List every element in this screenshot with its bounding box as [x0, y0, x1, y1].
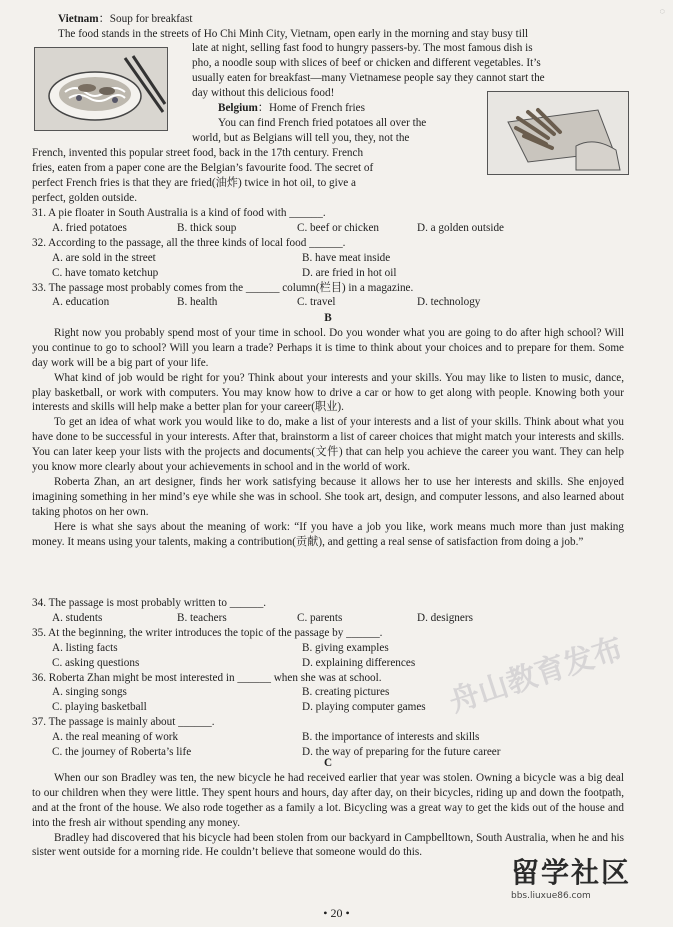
logo-url: bbs.liuxue86.com — [511, 891, 591, 901]
option-a: A. the real meaning of work — [52, 731, 179, 744]
question-31 — [32, 206, 632, 236]
vietnam-text-5: day without this delicious food! — [192, 86, 335, 99]
question-34 — [32, 596, 632, 626]
option-d: D. technology — [417, 296, 481, 309]
passage-c — [32, 756, 624, 860]
option-c: C. asking questions — [52, 656, 140, 669]
option-d: D. are fried in hot oil — [302, 266, 397, 279]
option-d: D. a golden outside — [417, 221, 504, 234]
option-a: A. listing facts — [52, 641, 118, 654]
option-c: C. travel — [297, 296, 336, 309]
vietnam-heading-line — [48, 12, 626, 27]
belgium-text-4: fries, eaten from a paper cone are the Belgian’s favourite food. The secret of — [32, 161, 374, 174]
question-stem: 34. The passage is most probably written to ______. — [32, 597, 267, 609]
belgium-full — [32, 146, 464, 206]
question-37 — [32, 715, 632, 760]
passage-c-paragraph: Bradley had discovered that his bicycle had been stolen from our backyard in Campbelltown, South Australia, when he and his sister went outside for a morning ride. He couldn’t believe that someone would do this. — [32, 831, 624, 859]
belgium-text-3: French, invented this popular street food, back in the 17th century. French — [32, 147, 364, 159]
option-d: D. playing computer games — [302, 701, 426, 714]
options-row — [52, 295, 632, 310]
belgium-text-2: world, but as Belgians will tell you, they, not the — [192, 131, 410, 144]
french-fries-cone-icon — [488, 92, 628, 174]
question-32 — [32, 236, 632, 281]
option-b: B. teachers — [177, 611, 227, 624]
options-grid — [52, 251, 632, 281]
option-b: B. thick soup — [177, 221, 237, 234]
belgium-heading-line — [192, 101, 482, 116]
question-33 — [32, 281, 632, 311]
vietnam-text-3: pho, a noodle soup with slices of beef or chicken and different vegetables. It’s — [192, 56, 541, 69]
belgium-text-5: perfect French fries is that they are fried(油炸) twice in hot oil, to give a — [32, 176, 357, 189]
option-b: B. the importance of interests and skills — [302, 731, 480, 744]
question-stem: 36. Roberta Zhan might be most interested in ______ when she was at school. — [32, 671, 382, 684]
passage-b-paragraph: Right now you probably spend most of your time in school. Do you wonder what you are going to do after high school? Will you continue to go to school? Will you learn a trade? Perhaps it is time to think about your choices and to prepare for them. Some day work will be a big part of your life. — [32, 326, 624, 369]
noodle-bowl-icon — [35, 48, 167, 130]
option-b: B. creating pictures — [302, 686, 390, 699]
option-c: C. parents — [297, 611, 343, 624]
passage-b-paragraph: Roberta Zhan, an art designer, finds her work satisfying because it allows her to use her interests and skills. She enjoyed imagining something in her mind’s eye while she was in school. She took art, design, and computer lessons, and also learned about taking photos on her own. — [32, 475, 624, 518]
vietnam-subtitle: ：Soup for breakfast — [98, 13, 193, 25]
option-c: C. beef or chicken — [297, 221, 380, 234]
question-stem: 35. At the beginning, the writer introduces the topic of the passage by ______. — [32, 626, 383, 639]
options-row — [52, 611, 632, 626]
vietnam-text-1: The food stands in the streets of Ho Chi Minh City, Vietnam, open early in the morning and stay busy till — [58, 27, 529, 40]
section-b-label: B — [324, 312, 332, 324]
passage-b-paragraph: Here is what she says about the meaning of work: “If you have a job you like, work means much more than just making money. It means using your talents, making a contribution(贡献), and getting a real sense of satisfaction from doing a job.” — [32, 520, 624, 548]
option-b: B. giving examples — [302, 641, 389, 654]
options-row — [52, 221, 632, 236]
question-stem: 37. The passage is mainly about ______. — [32, 716, 215, 729]
option-a: A. singing songs — [52, 686, 127, 699]
question-stem: 33. The passage most probably comes from the ______ column(栏目) in a magazine. — [32, 281, 414, 294]
belgium-subtitle: ：Home of French fries — [257, 102, 365, 114]
watermark: 舟山教育发布 — [445, 630, 628, 720]
page-number: • 20 • — [323, 906, 350, 920]
option-b: B. have meat inside — [302, 251, 391, 264]
belgium-section — [192, 101, 482, 146]
option-c: C. playing basketball — [52, 701, 147, 714]
section-c-label: C — [323, 757, 333, 769]
option-a: A. education — [52, 296, 110, 309]
vietnam-text-2: late at night, selling fast food to hungry passers-by. The most famous dish is — [192, 42, 533, 54]
option-d: D. the way of preparing for the future career — [302, 746, 501, 759]
passage-b-paragraph: To get an idea of what work you would like to do, make a list of your interests and a list of your skills. Think about what you have done to be successful in your interests. After that, brainstorm a list of career choices that might match your interests and skills. You can later keep your lists with the projects and documents(文件) that can help you achieve the career you want. They can help you know more clearly about your achievements in school and in the world of work. — [32, 416, 624, 474]
option-c: C. have tomato ketchup — [52, 266, 159, 279]
belgium-text-1: You can find French fried potatoes all over the — [218, 116, 427, 129]
passage-b-paragraph: What kind of job would be right for you? Think about your interests and your skills. You may like to listen to music, dance, play basketball, or work with computers. You may know how to drive a car or how to get along with people. Knowing both your interests and skills will help make a better plan for your career(职业). — [32, 371, 624, 414]
logo-text: 留学社区 — [511, 856, 632, 889]
option-a: A. students — [52, 611, 103, 624]
vietnam-heading: Vietnam — [58, 13, 99, 25]
option-a: A. are sold in the street — [52, 251, 156, 264]
passage-b — [32, 311, 624, 550]
question-stem: 32. According to the passage, all the three kinds of local food ______. — [32, 236, 346, 249]
corner-mark: ◌ — [659, 6, 665, 16]
belgium-text-6: perfect, golden outside. — [32, 191, 138, 204]
fries-image — [487, 91, 629, 175]
passage-c-paragraph: When our son Bradley was ten, the new bicycle he had received earlier that year was stolen. Owning a bicycle was a big deal to our children when they were little. They spent hours and hours, day after day, on their bicycles, riding up and down the footpath, and at the front of the house. We also rode together as a family a lot. Bicycling was a great way to get the kids out of the house and into the fresh air without spending any money. — [32, 771, 624, 829]
site-logo — [511, 851, 661, 911]
option-a: A. fried potatoes — [52, 221, 127, 234]
option-b: B. health — [177, 296, 218, 309]
belgium-heading: Belgium — [218, 102, 258, 114]
questions-section-a — [32, 206, 632, 310]
question-stem: 31. A pie floater in South Australia is a kind of food with ______. — [32, 207, 326, 219]
vietnam-text-4: usually eaten for breakfast—many Vietnamese people say they cannot start the — [192, 71, 545, 84]
option-d: D. explaining differences — [302, 656, 416, 669]
vietnam-section — [48, 12, 626, 42]
option-c: C. the journey of Roberta’s life — [52, 746, 192, 759]
option-d: D. designers — [417, 611, 473, 624]
pho-image — [34, 47, 168, 131]
